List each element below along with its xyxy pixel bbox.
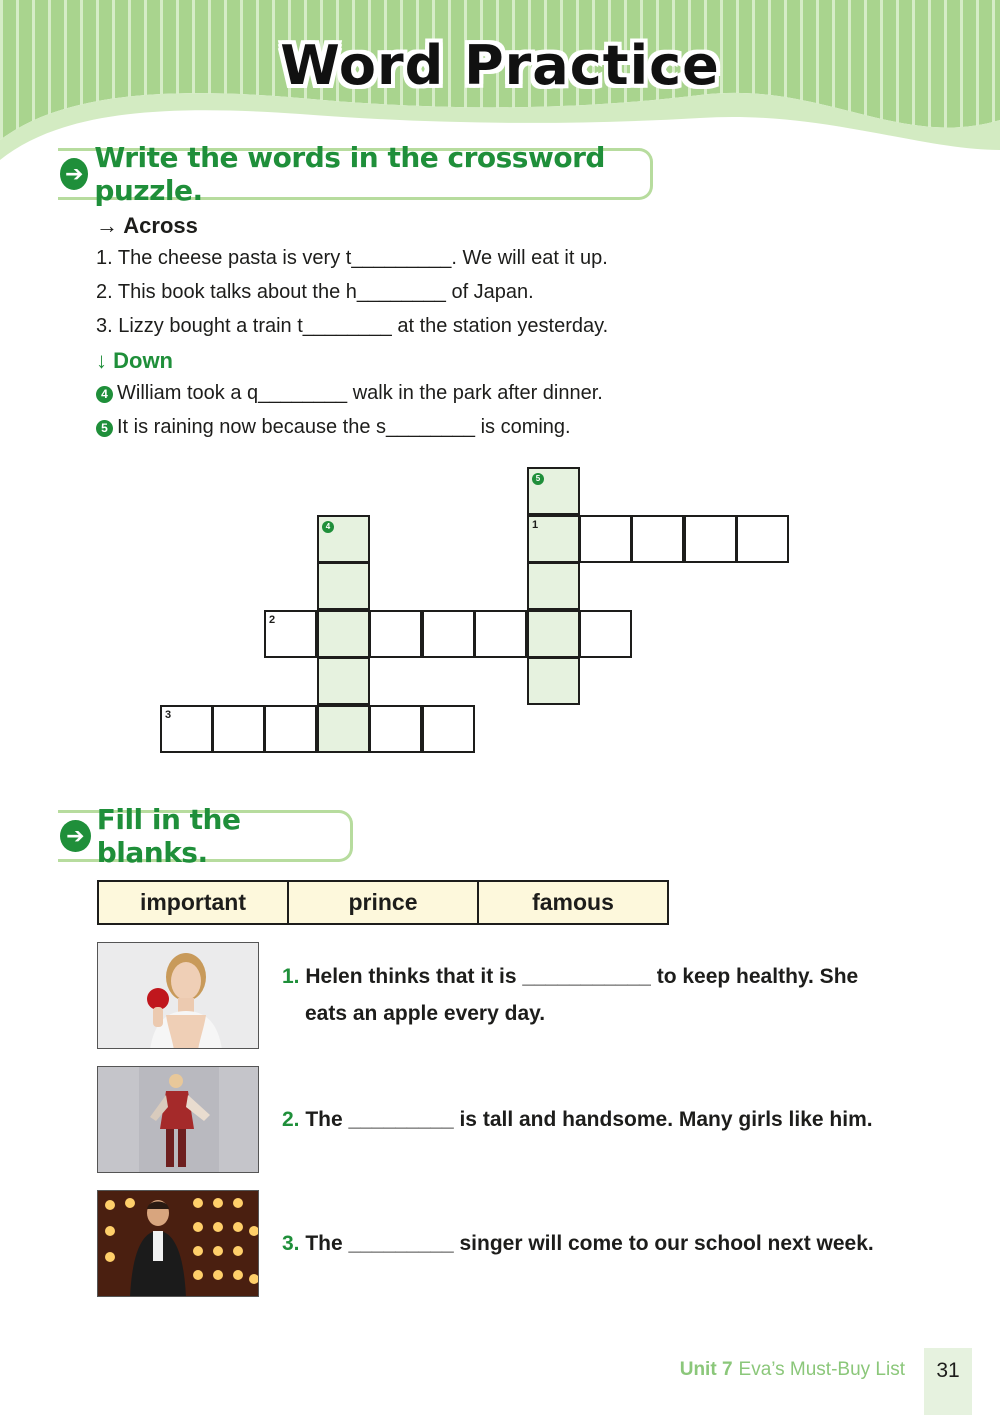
- fill-sentence-2: [282, 1101, 873, 1138]
- page-number: 31: [924, 1348, 972, 1415]
- crossword-cell[interactable]: [579, 610, 632, 658]
- crossword-cell[interactable]: [264, 705, 317, 753]
- clue-number-badge: 5: [96, 420, 113, 437]
- photo-singer: [97, 1190, 259, 1297]
- fill-sentence-3: [282, 1225, 874, 1262]
- word-bank-item: prince: [289, 882, 479, 923]
- down-clue-5-text: It is raining now because the s________ is coming.: [117, 416, 571, 438]
- sentence-number: 3.: [282, 1232, 300, 1255]
- crossword-cell[interactable]: [422, 705, 475, 753]
- crossword-cell[interactable]: [422, 610, 475, 658]
- sentence-2-line-1: The _________ is tall and handsome. Many girls like him.: [305, 1108, 873, 1131]
- crossword-cell[interactable]: [317, 657, 370, 705]
- crossword-cell[interactable]: [317, 562, 370, 610]
- arrow-right-icon: ➔: [60, 820, 91, 852]
- across-clue-1: 1. The cheese pasta is very t_________. We will eat it up.: [96, 247, 608, 269]
- fill-sentence-1: [282, 958, 858, 1032]
- clue-number-badge: 4: [96, 386, 113, 403]
- down-label: ↓ Down: [96, 348, 173, 373]
- crossword-cell[interactable]: [579, 515, 632, 563]
- footer-unit-title: [680, 1359, 905, 1381]
- photo-woman-apple: [97, 942, 259, 1049]
- down-clue-4: [96, 382, 603, 405]
- across-label: → Across: [96, 213, 198, 238]
- footer-unit: Unit 7: [679, 1359, 733, 1380]
- crossword-cell[interactable]: [631, 515, 684, 563]
- crossword-cell[interactable]: [527, 562, 580, 610]
- page-title: Word Practice: [280, 34, 720, 97]
- fill-section-heading: [58, 803, 353, 869]
- word-bank-item: famous: [532, 889, 614, 915]
- crossword-cell[interactable]: [527, 515, 580, 563]
- sentence-1-line-2: eats an apple every day.: [305, 1002, 546, 1025]
- crossword-cell[interactable]: [317, 515, 370, 563]
- crossword-cell[interactable]: [684, 515, 737, 563]
- crossword-cell[interactable]: [160, 705, 213, 753]
- cell-number: 5: [532, 473, 544, 485]
- arrow-right-icon: ➔: [60, 158, 88, 190]
- fill-heading-text: Fill in the blanks.: [96, 803, 241, 869]
- crossword-cell[interactable]: [527, 657, 580, 705]
- cell-number: 2: [269, 614, 276, 626]
- crossword-heading-text: Write the words in the crossword puzzle.: [94, 141, 605, 207]
- crossword-section-heading: [58, 141, 653, 207]
- cell-number: 3: [165, 709, 172, 721]
- word-bank: [97, 880, 669, 925]
- down-clue-5: [96, 416, 571, 439]
- crossword-cell[interactable]: [212, 705, 265, 753]
- across-clue-3: 3. Lizzy bought a train t________ at the station yesterday.: [96, 315, 609, 337]
- cell-number: 1: [532, 519, 539, 531]
- crossword-cell[interactable]: [527, 610, 580, 658]
- crossword-cell[interactable]: [736, 515, 789, 563]
- sentence-number: 2.: [282, 1108, 300, 1131]
- crossword-cell[interactable]: [527, 467, 580, 515]
- sentence-number: 1.: [282, 965, 300, 988]
- crossword-cell[interactable]: [474, 610, 527, 658]
- word-bank-item: important: [99, 882, 289, 923]
- photo-prince: [97, 1066, 259, 1173]
- sentence-1-line-1: Helen thinks that it is ___________ to keep healthy. She: [305, 965, 859, 988]
- crossword-cell[interactable]: [369, 705, 422, 753]
- crossword-cell[interactable]: [369, 610, 422, 658]
- down-clue-4-text: William took a q________ walk in the park after dinner.: [117, 382, 603, 404]
- crossword-cell[interactable]: [317, 705, 370, 753]
- footer-title: Eva’s Must-Buy List: [738, 1359, 905, 1380]
- crossword-cell[interactable]: [264, 610, 317, 658]
- cell-number: 4: [322, 521, 334, 533]
- sentence-3-line-1: The _________ singer will come to our school next week.: [305, 1232, 874, 1255]
- across-clue-2: 2. This book talks about the h________ of Japan.: [96, 281, 534, 303]
- crossword-cell[interactable]: [317, 610, 370, 658]
